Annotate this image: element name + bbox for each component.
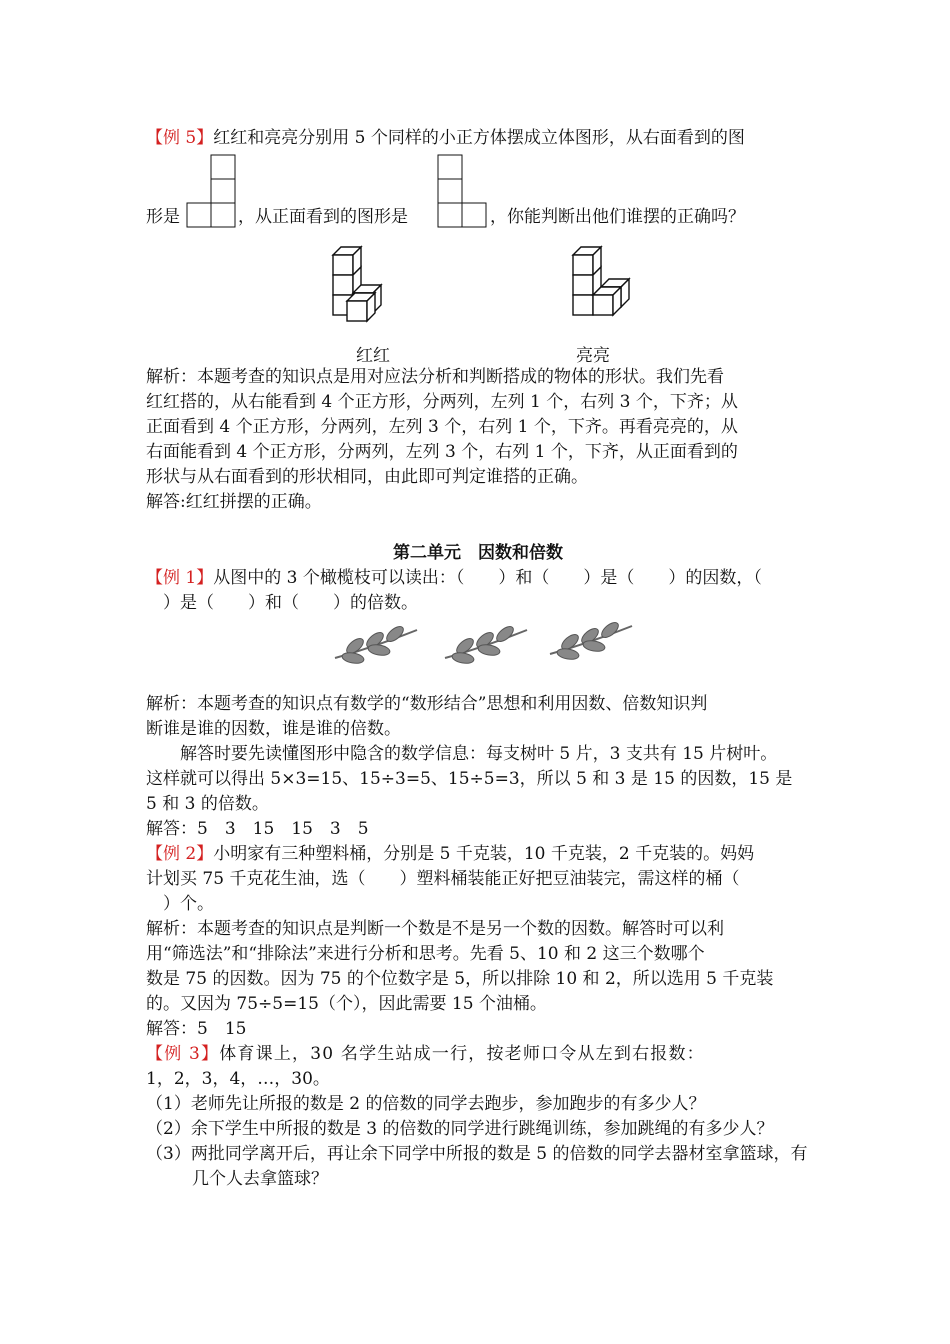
example2-line2: 计划买 75 千克花生油，选（ ）塑料桶装能正好把豆油装完，需这样的桶（	[146, 869, 740, 889]
example-tag: 【例 5】	[146, 128, 214, 148]
honghong-cubes-figure	[331, 245, 391, 327]
example-tag: 【例 1】	[146, 568, 214, 588]
page-content	[146, 120, 810, 1192]
example5-line1: 【例 5】红红和亮亮分别用 5 个同样的小正方体摆成立体图形，从右面看到的图	[146, 128, 745, 148]
olive-branch-icon	[441, 622, 531, 666]
list-item: （1）老师先让所报的数是 2 的倍数的同学去跑步，参加跑步的有多少人？	[146, 1094, 706, 1114]
example1-analysis: 解析：本题考查的知识点有数学的“数形结合”思想和利用因数、倍数知识判 断谁是谁的因数，谁是谁的倍数。 解答时要先读懂图形中隐含的数学信息：每支树叶 5 片，3 支共有 15 片树叶。 这样就可以得出 5×3=15、15÷3=5、15÷5=3，所以 5 和 3 是 15 的因数，15 是 5 和 3 的倍数。	[146, 694, 793, 814]
front-view-figure	[436, 153, 488, 229]
example2-answer: 解答：5 15	[146, 1019, 247, 1039]
example1-line2: ）是（ ）和（ ）的倍数。	[146, 593, 418, 613]
example-tag: 【例 3】	[146, 1044, 220, 1064]
figure-label-liangliang: 亮亮	[576, 346, 610, 366]
example5-analysis: 解析：本题考查的知识点是用对应法分析和判断搭成的物体的形状。我们先看 红红搭的，从右能看到 4 个正方形，分两列，左列 1 个，右列 3 个，下齐；从 正面看到 4 个正方形，分两列，左列 3 个，右列 1 个，下齐。再看亮亮的，从 右面能看到 4 个正方形，分两列，左列 3 个，右列 1 个，下齐，从正面看到的 形状与从右面看到的形状相同，由此即可判定谁搭的正确。	[146, 367, 738, 487]
example5-line2: 形是 ，从正面看到的图形是 ，你能判断出他们谁摆的正确吗？	[146, 151, 810, 231]
example-tag: 【例 2】	[146, 844, 214, 864]
olive-branches-figure	[146, 616, 810, 684]
example5-answer: 解答:红红拼摆的正确。	[146, 492, 322, 512]
list-item: （3）两批同学离开后，再让余下同学中所报的数是 5 的倍数的同学去器材室拿篮球，有几个人去拿篮球？	[146, 1144, 808, 1189]
liangliang-cubes-figure	[571, 245, 641, 327]
example2-line1: 【例 2】小明家有三种塑料桶，分别是 5 千克装，10 千克装，2 千克装的。妈妈	[146, 844, 755, 864]
example1-answer: 解答：5 3 15 15 3 5	[146, 819, 369, 839]
example2-line3: ）个。	[146, 894, 214, 914]
olive-branch-icon	[546, 618, 636, 662]
cube-figures	[146, 245, 810, 365]
example3-line1: 【例 3】体育课上，30 名学生站成一行，按老师口令从左到右报数：	[146, 1044, 705, 1064]
example3-line2: 1，2，3，4，…，30。	[146, 1069, 330, 1089]
right-view-figure	[185, 153, 237, 229]
olive-branch-icon	[331, 622, 421, 666]
figure-label-honghong: 红红	[356, 346, 390, 366]
example1-line1: 【例 1】从图中的 3 个橄榄枝可以读出：（ ）和（ ）是（ ）的因数，（	[146, 568, 762, 588]
example2-analysis: 解析：本题考查的知识点是判断一个数是不是另一个数的因数。解答时可以利 用“筛选法”和“排除法”来进行分析和思考。先看 5、10 和 2 这三个数哪个 数是 75 的因数。因为 75 的个位数字是 5，所以排除 10 和 2，所以选用 5 千克装 的。又因为 75÷5=15（个），因此需要 15 个油桶。	[146, 919, 774, 1014]
unit-title: 第二单元 因数和倍数	[393, 543, 563, 563]
list-item: （2）余下学生中所报的数是 3 的倍数的同学进行跳绳训练，参加跳绳的有多少人？	[146, 1119, 774, 1139]
